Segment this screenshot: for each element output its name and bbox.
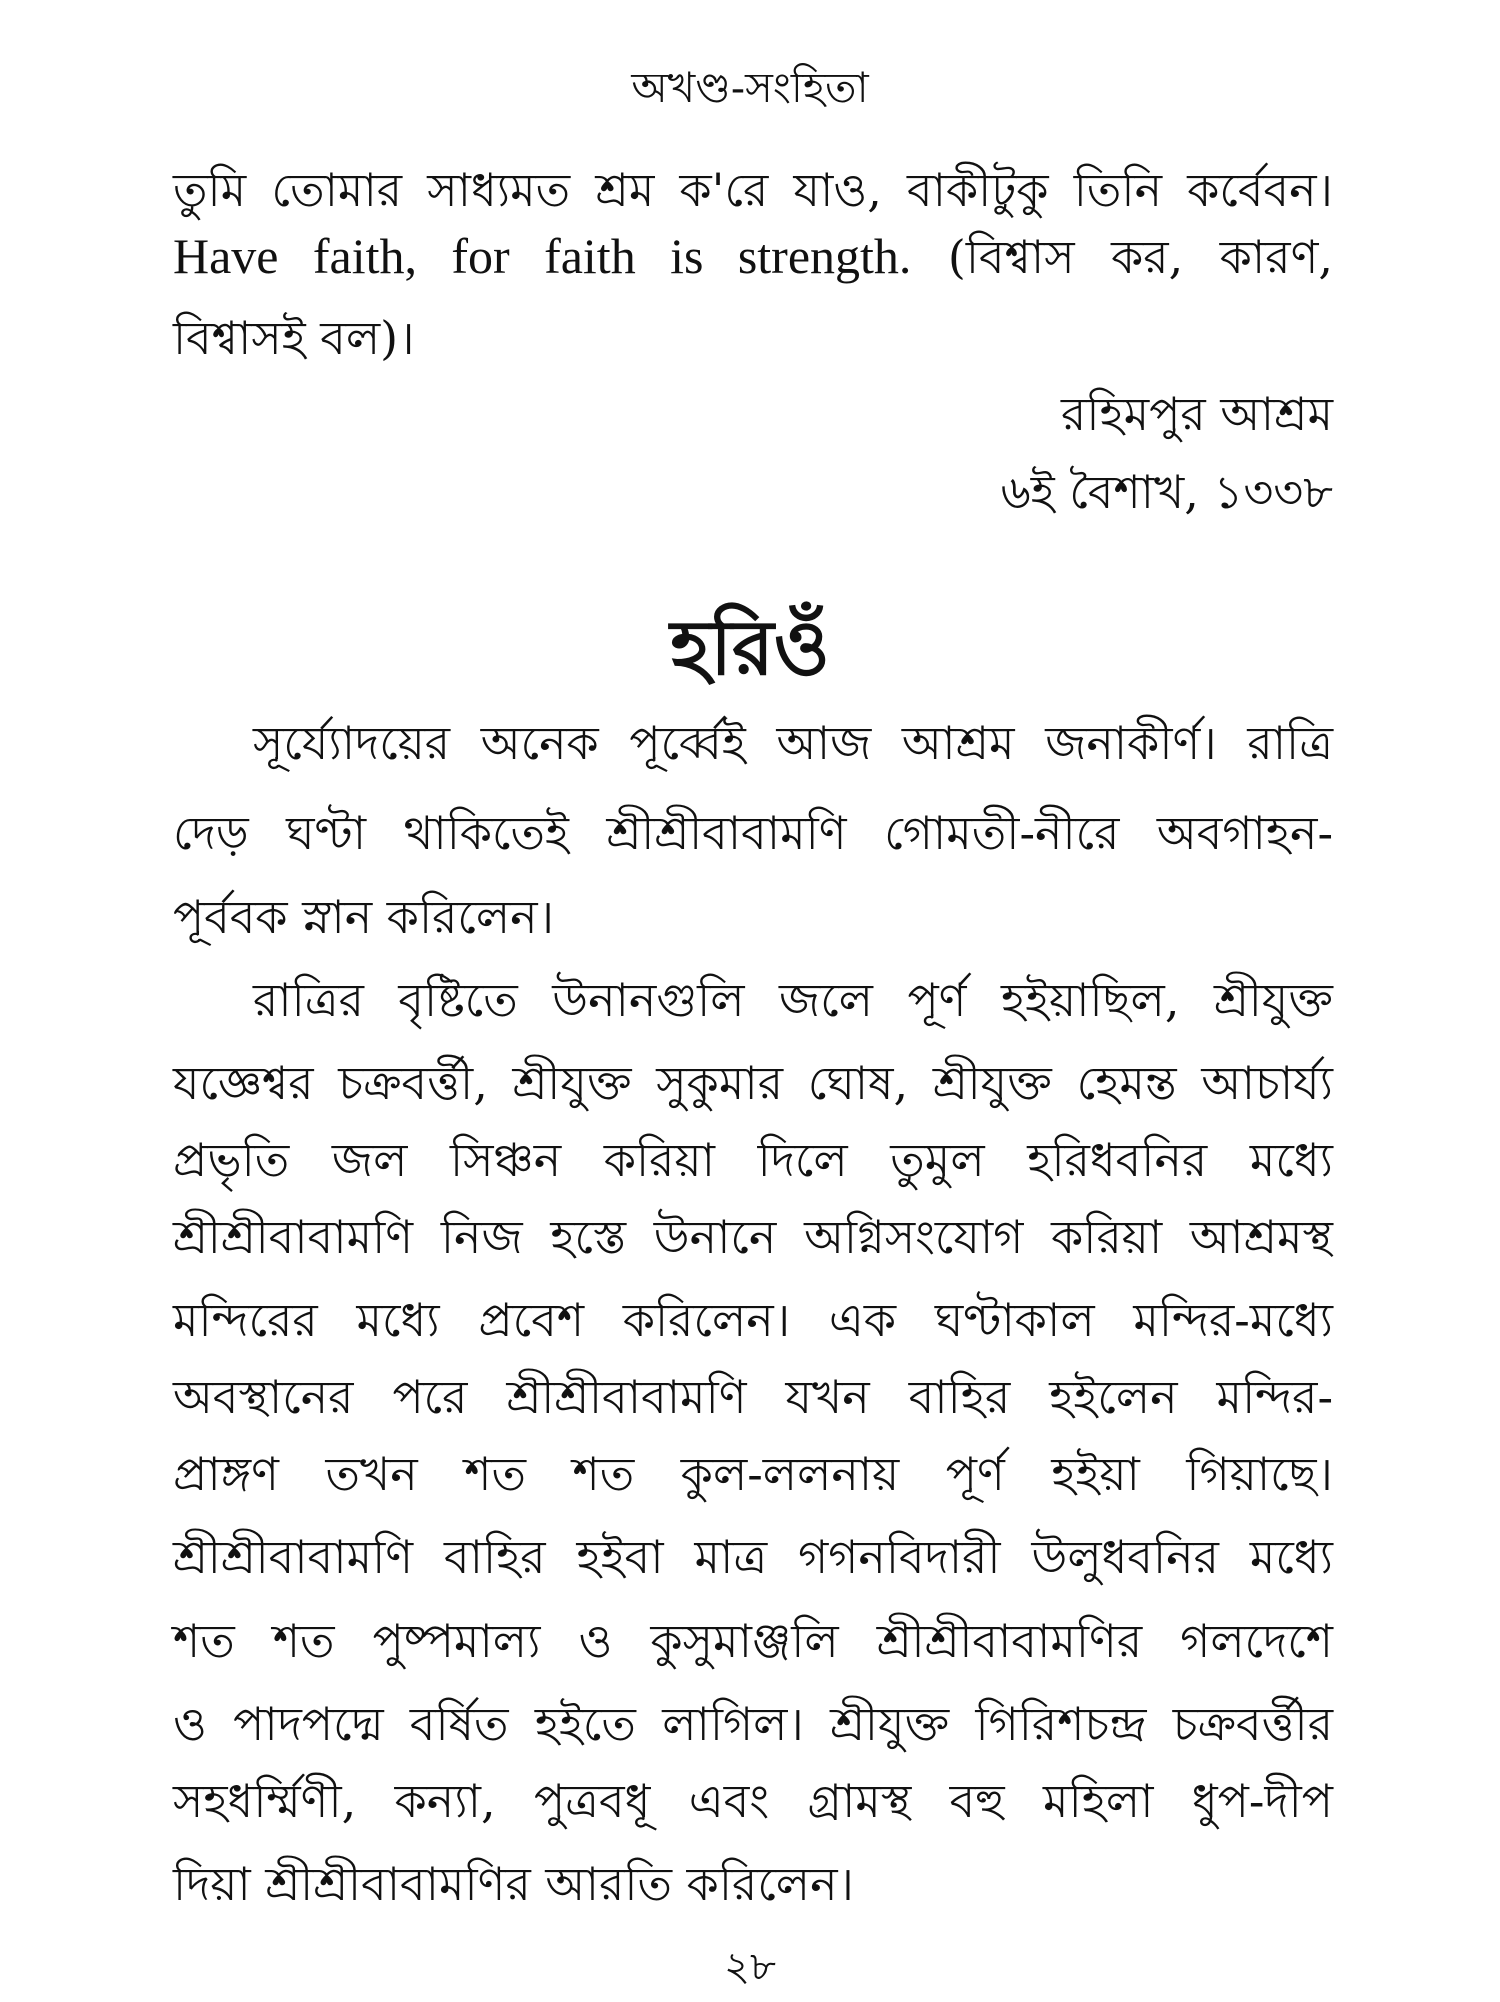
text-line: প্রভৃতি জল সিঞ্চন করিয়া দিলে তুমুল হরিধবনির মধ্যে [173, 1133, 1333, 1187]
intro-line-3: বিশ্বাসই বল)। [173, 311, 415, 365]
quote-translation: (বিশ্বাস কর, কারণ, [947, 230, 1334, 284]
text-line: পূর্ববক স্নান করিলেন। [173, 890, 555, 944]
text-line: দিয়া শ্রীশ্রীবাবামণির আরতি করিলেন। [173, 1857, 854, 1911]
intro-line-1: তুমি তোমার সাধ্যমত শ্রম ক'রে যাও, বাকীটুকু তিনি কর্বেবন। [173, 163, 1333, 217]
text-line: শত শত পুষ্পমাল্য ও কুসুমাঞ্জলি শ্রীশ্রীবাবামণির গলদেশে [173, 1614, 1334, 1668]
text-line: সহধর্ম্মিণী, কন্যা, পুত্রবধূ এবং গ্রামস্থ বহু মহিলা ধুপ-দীপ [173, 1774, 1333, 1828]
text-line: ও পাদপদ্মে বর্ষিত হইতে লাগিল। শ্রীযুক্ত গিরিশচন্দ্র চক্রবর্ত্তীর [173, 1697, 1333, 1751]
signature-place: রহিমপুর আশ্রম [1061, 387, 1333, 441]
page-number: ২৮ [724, 1944, 776, 1990]
text-line: শ্রীশ্রীবাবামণি নিজ হস্তে উনানে অগ্নিসংযোগ করিয়া আশ্রমস্থ [173, 1210, 1333, 1264]
text-line: অবস্থানের পরে শ্রীশ্রীবাবামণি যখন বাহির হইলেন মন্দির- [173, 1370, 1333, 1424]
running-header: অখণ্ড-সংহিতা [631, 63, 869, 112]
text-line: প্রাঙ্গণ তখন শত শত কুল-ললনায় পূর্ণ হইয়া গিয়াছে। [173, 1447, 1333, 1501]
text-line: দেড় ঘণ্টা থাকিতেই শ্রীশ্রীবাবামণি গোমতী-নীরে অবগাহন- [173, 806, 1333, 860]
section-title: হরিওঁ [670, 603, 830, 692]
text-line: যজ্ঞেশ্বর চক্রবর্ত্তী, শ্রীযুক্ত সুকুমার ঘোষ, শ্রীযুক্ত হেমন্ত আচার্য্য [173, 1056, 1333, 1110]
text-line: সূর্য্যোদয়ের অনেক পূর্ব্বেই আজ আশ্রম জনাকীর্ণ। রাত্রি [253, 716, 1333, 770]
text-line: মন্দিরের মধ্যে প্রবেশ করিলেন। এক ঘণ্টাকাল মন্দির-মধ্যে [173, 1293, 1333, 1347]
intro-line-2 [173, 226, 1333, 287]
english-quote: Have faith, for faith is strength. [173, 228, 912, 284]
text-line: রাত্রির বৃষ্টিতে উনানগুলি জলে পূর্ণ হইয়াছিল, শ্রীযুক্ত [253, 973, 1333, 1027]
text-line: শ্রীশ্রীবাবামণি বাহির হইবা মাত্র গগনবিদারী উলুধবনির মধ্যে [173, 1530, 1333, 1584]
signature-date: ৬ই বৈশাখ, ১৩৩৮ [1000, 465, 1333, 519]
